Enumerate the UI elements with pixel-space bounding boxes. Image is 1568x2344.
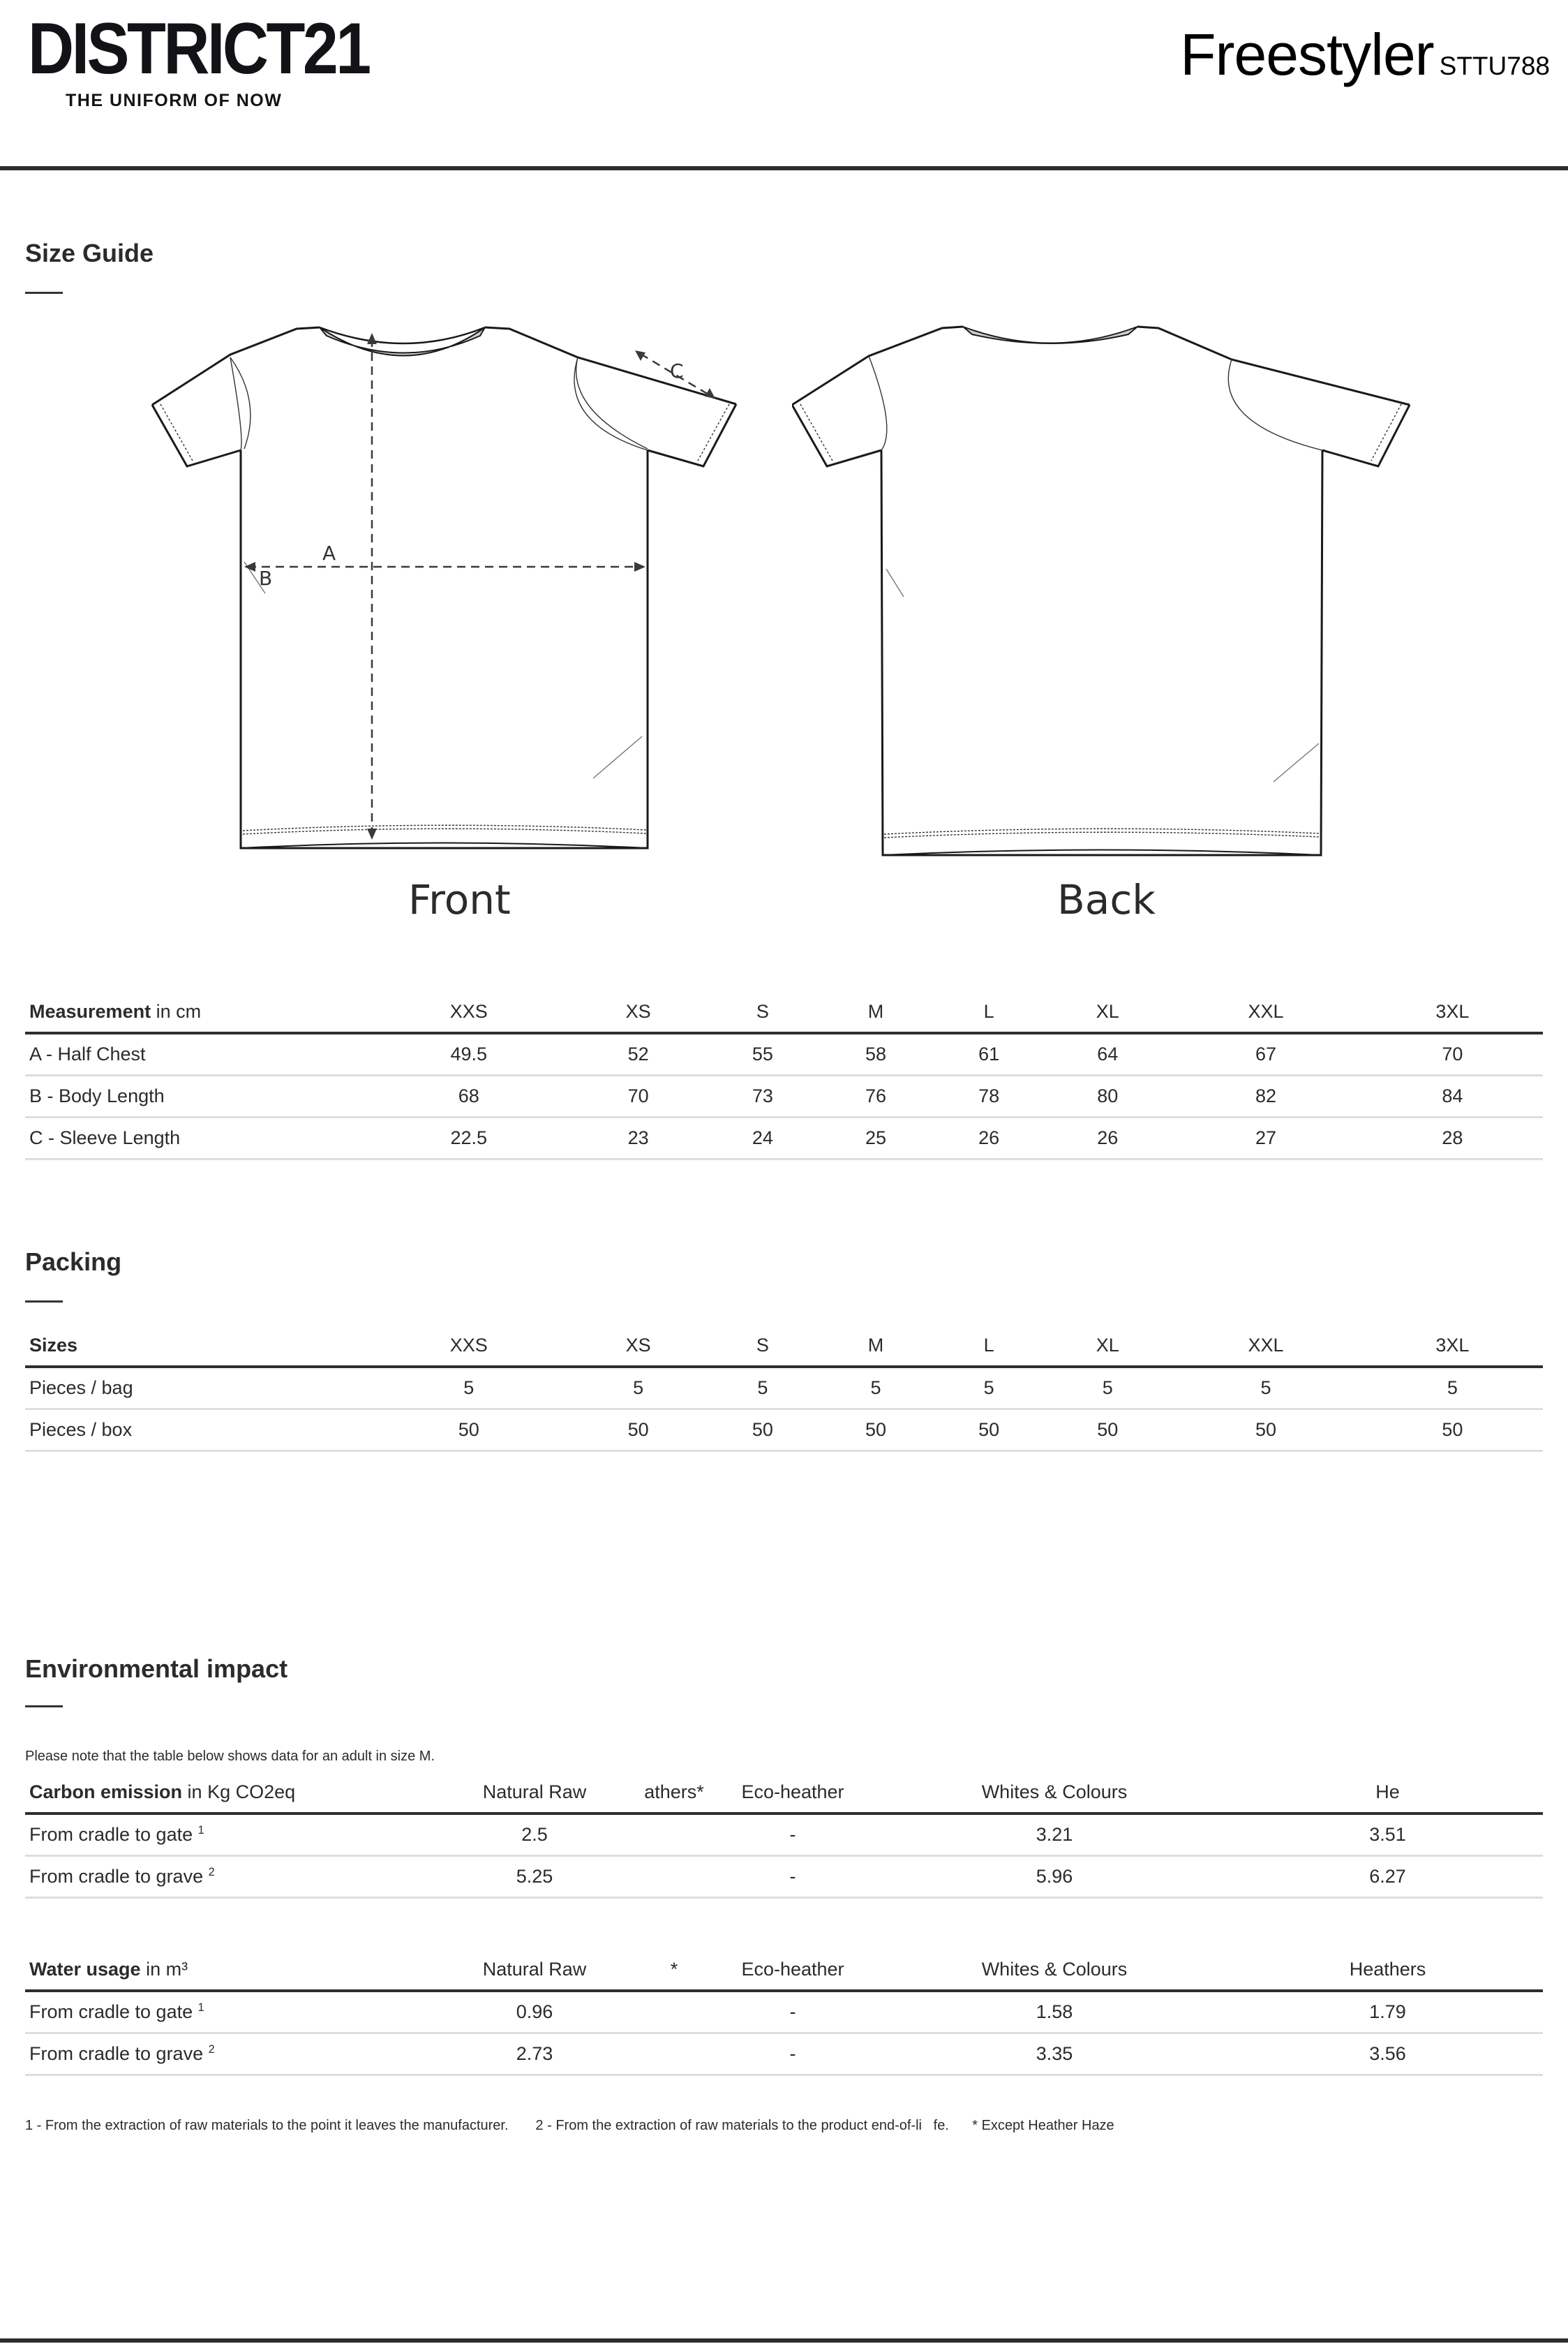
table-row <box>25 1117 1543 1159</box>
cell-value: 50 <box>627 1418 649 1440</box>
cell-value: 5 <box>1260 1377 1271 1398</box>
header-column: * <box>670 1958 678 1980</box>
header-size: S <box>756 1334 769 1356</box>
measurement-table <box>25 991 1543 1160</box>
carbon-emission-table <box>25 1772 1543 1899</box>
header-size: S <box>756 1000 769 1022</box>
cell-value: - <box>789 1865 796 1887</box>
cell-value: 5 <box>463 1377 475 1398</box>
table-row <box>25 1075 1543 1117</box>
cell-value: - <box>789 2001 796 2022</box>
header-size: 3XL <box>1435 1334 1470 1356</box>
table-row <box>25 1367 1543 1409</box>
cell-value <box>639 1813 709 1855</box>
header-measurement: Measurement in cm <box>29 1000 202 1022</box>
cell-value: 50 <box>1255 1418 1277 1440</box>
table-row <box>25 1855 1543 1897</box>
back-label: Back <box>1057 876 1156 923</box>
header-size: L <box>983 1000 994 1022</box>
cell-value: 3.51 <box>1369 1823 1406 1845</box>
size-note: Please note that the table below shows data for an adult in size M. <box>25 1749 435 1764</box>
header-column: Natural Raw <box>482 1958 587 1980</box>
packing-table <box>25 1325 1543 1452</box>
cell-value: 64 <box>1097 1043 1119 1065</box>
cell-value: 27 <box>1255 1127 1277 1148</box>
row-label: Pieces / bag <box>29 1377 133 1398</box>
product-title <box>1180 21 1550 89</box>
cell-value: 5 <box>757 1377 768 1398</box>
header-size: XL <box>1096 1334 1119 1356</box>
cell-value: 1.58 <box>1036 2001 1073 2022</box>
cell-value: 26 <box>978 1127 1000 1148</box>
table-row <box>25 2033 1543 2075</box>
header-column: Eco-heather <box>741 1781 844 1802</box>
cell-value: 70 <box>627 1085 649 1106</box>
row-label: From cradle to grave $^2$ <box>29 2042 215 2064</box>
tshirt-front-illustration <box>140 318 782 876</box>
cell-value: 70 <box>1442 1043 1463 1065</box>
row-label: A - Half Chest <box>29 1043 146 1065</box>
header-water: Water usage in m³ <box>29 1958 188 1980</box>
header-sizes: Sizes <box>29 1334 78 1356</box>
logo-tagline: THE UNIFORM OF NOW <box>66 91 283 110</box>
cell-value: 26 <box>1097 1127 1119 1148</box>
header-column: Natural Raw <box>482 1781 587 1802</box>
product-code: STTU788 <box>1439 52 1550 80</box>
header-divider <box>0 166 1568 170</box>
cell-value: 73 <box>752 1085 773 1106</box>
cell-value: 55 <box>752 1043 773 1065</box>
table-header-row <box>25 1772 1543 1813</box>
row-label: From cradle to gate $^1$ <box>29 1823 204 1845</box>
section-title-environmental: Environmental impact <box>25 1654 288 1683</box>
cell-value: 50 <box>752 1418 773 1440</box>
cell-value: 49.5 <box>450 1043 488 1065</box>
header-size: M <box>867 1000 884 1022</box>
header-size: XXL <box>1248 1334 1284 1356</box>
header-column: He <box>1375 1781 1400 1802</box>
header-size: XXS <box>449 1334 488 1356</box>
cell-value: 76 <box>865 1085 887 1106</box>
cell-value: 50 <box>1097 1418 1119 1440</box>
tshirt-back-illustration <box>792 318 1434 876</box>
cell-value: 68 <box>458 1085 479 1106</box>
garment-diagrams <box>140 318 1438 932</box>
row-label: From cradle to grave $^2$ <box>29 1865 215 1887</box>
header-column: Whites & Colours <box>981 1958 1128 1980</box>
svg-text:B: B <box>259 567 273 590</box>
cell-value: 80 <box>1097 1085 1119 1106</box>
cell-value: 5 <box>1102 1377 1113 1398</box>
cell-value: 6.27 <box>1369 1865 1406 1887</box>
cell-value: 5 <box>870 1377 881 1398</box>
section-underline <box>25 1705 63 1707</box>
header-size: L <box>983 1334 994 1356</box>
header-size: XS <box>625 1000 651 1022</box>
header-size: 3XL <box>1435 1000 1470 1022</box>
cell-value: - <box>789 1823 796 1845</box>
table-row <box>25 1409 1543 1451</box>
cell-value: 3.21 <box>1036 1823 1073 1845</box>
table-header-row <box>25 991 1543 1033</box>
cell-value: 67 <box>1255 1043 1277 1065</box>
header-carbon: Carbon emission in Kg CO2eq <box>29 1781 296 1802</box>
header-size: M <box>867 1334 884 1356</box>
cell-value: 25 <box>865 1127 887 1148</box>
table-header-row <box>25 1949 1543 1991</box>
cell-value: 5.96 <box>1036 1865 1073 1887</box>
cell-value: 3.35 <box>1036 2042 1073 2064</box>
section-underline <box>25 292 63 294</box>
front-label: Front <box>408 876 511 923</box>
cell-value: 52 <box>627 1043 649 1065</box>
cell-value <box>639 1855 709 1897</box>
cell-value: 58 <box>865 1043 887 1065</box>
cell-value <box>639 1991 709 2033</box>
cell-value: 24 <box>752 1127 773 1148</box>
header-size: XXL <box>1248 1000 1284 1022</box>
cell-value: 5 <box>1447 1377 1458 1398</box>
table-row <box>25 1033 1543 1075</box>
cell-value: 2.5 <box>521 1823 548 1845</box>
cell-value: 78 <box>978 1085 1000 1106</box>
header-size: XS <box>625 1334 651 1356</box>
header-column: athers* <box>644 1781 704 1802</box>
cell-value: 22.5 <box>450 1127 488 1148</box>
row-label: B - Body Length <box>29 1085 165 1106</box>
cell-value: - <box>789 2042 796 2064</box>
row-label: C - Sleeve Length <box>29 1127 181 1148</box>
header-size: XXS <box>449 1000 488 1022</box>
cell-value: 3.56 <box>1369 2042 1406 2064</box>
cell-value: 50 <box>458 1418 479 1440</box>
cell-value: 50 <box>1442 1418 1463 1440</box>
logo-wordmark: DISTRICT21 <box>28 8 369 89</box>
section-title-packing: Packing <box>25 1247 122 1276</box>
svg-text:A: A <box>322 542 336 565</box>
table-header-row <box>25 1325 1543 1367</box>
row-label: Pieces / box <box>29 1418 133 1440</box>
table-row <box>25 1991 1543 2033</box>
header-column: Eco-heather <box>741 1958 844 1980</box>
cell-value: 28 <box>1442 1127 1463 1148</box>
header-column: Whites & Colours <box>981 1781 1128 1802</box>
product-name: Freestyler <box>1180 22 1434 87</box>
cell-value: 61 <box>978 1043 1000 1065</box>
cell-value: 5 <box>983 1377 994 1398</box>
header-column: Heathers <box>1349 1958 1426 1980</box>
footnotes: 1 - From the extraction of raw materials to the point it leaves the manufacturer. 2 - From the extraction of raw materials to the product end-of-li fe. * Except Heather Haze <box>25 2118 1114 2133</box>
footer-divider <box>0 2338 1568 2343</box>
row-label: From cradle to gate $^1$ <box>29 2001 204 2022</box>
header-size: XL <box>1096 1000 1119 1022</box>
svg-text:C: C <box>670 359 684 383</box>
cell-value: 1.79 <box>1369 2001 1406 2022</box>
cell-value: 23 <box>627 1127 649 1148</box>
cell-value <box>639 2033 709 2075</box>
cell-value: 5 <box>633 1377 644 1398</box>
brand-logo <box>28 8 369 111</box>
water-usage-table <box>25 1949 1543 2076</box>
table-row <box>25 1813 1543 1855</box>
cell-value: 0.96 <box>516 2001 553 2022</box>
cell-value: 50 <box>978 1418 1000 1440</box>
cell-value: 82 <box>1255 1085 1277 1106</box>
cell-value: 5.25 <box>516 1865 553 1887</box>
cell-value: 84 <box>1442 1085 1463 1106</box>
cell-value: 2.73 <box>516 2042 553 2064</box>
cell-value: 50 <box>865 1418 887 1440</box>
section-underline <box>25 1300 63 1303</box>
section-title-size-guide: Size Guide <box>25 239 154 267</box>
